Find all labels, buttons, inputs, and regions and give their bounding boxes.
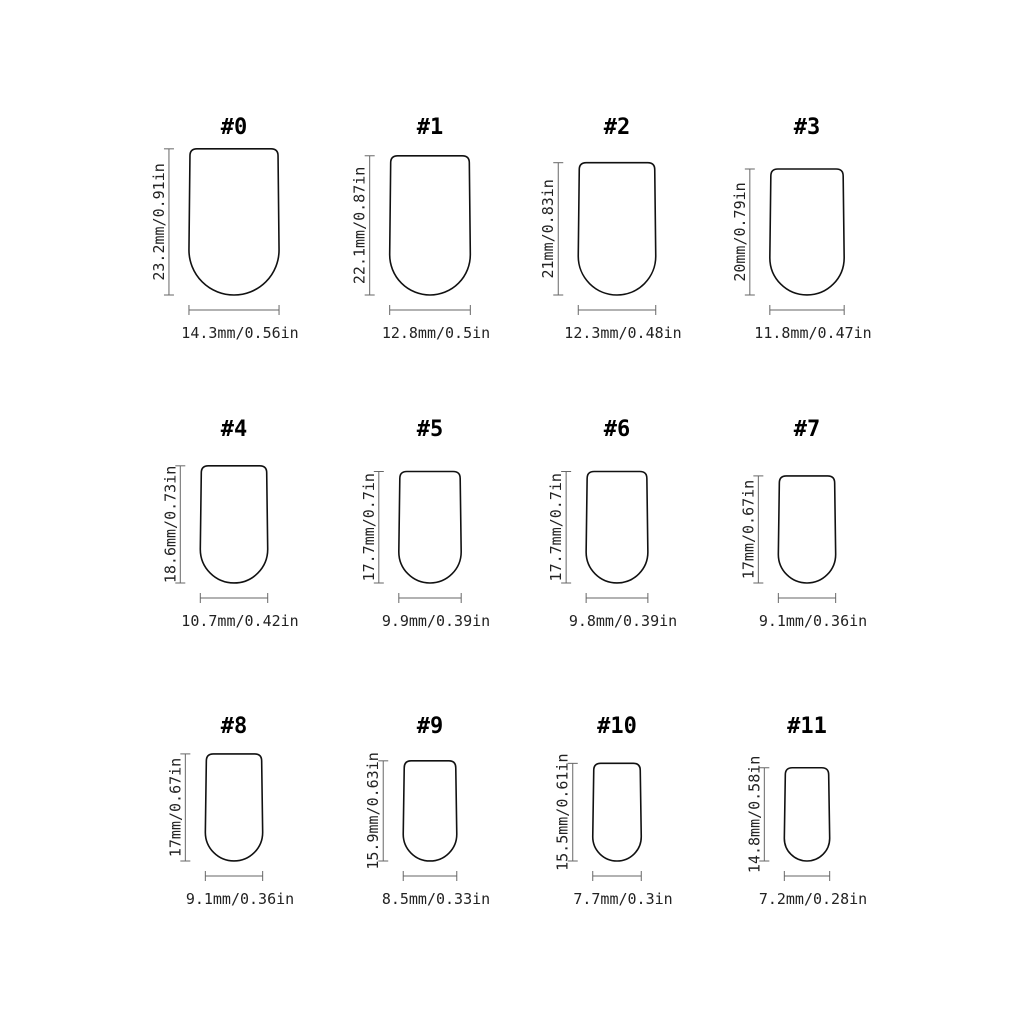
length-label: 15.9mm/0.63in [364, 752, 383, 870]
nail-outline [593, 763, 642, 861]
nail-size-5 [360, 417, 490, 630]
width-label: 11.8mm/0.47in [754, 324, 872, 342]
length-label: 17.7mm/0.7in [547, 473, 566, 582]
length-label: 18.6mm/0.73in [161, 465, 180, 584]
nail-size-0 [150, 115, 299, 342]
size-label: #5 [416, 417, 444, 442]
size-label: #4 [220, 417, 248, 442]
width-label: 10.7mm/0.42in [181, 612, 299, 630]
length-label: 14.8mm/0.58in [745, 755, 764, 874]
length-label: 22.1mm/0.87in [350, 166, 369, 285]
length-label: 21mm/0.83in [539, 179, 558, 279]
nail-outline [403, 761, 457, 861]
size-label: #10 [597, 714, 637, 739]
width-label: 8.5mm/0.33in [381, 890, 491, 908]
size-label: #6 [603, 417, 631, 442]
width-label: 7.7mm/0.3in [573, 890, 673, 908]
nail-size-7 [739, 417, 867, 630]
size-label: #7 [793, 417, 821, 442]
nail-outline [200, 466, 267, 583]
length-label: 17.7mm/0.7in [359, 473, 378, 582]
nail-size-10 [554, 714, 673, 908]
width-label: 14.3mm/0.56in [181, 324, 299, 342]
nail-size-1 [351, 115, 491, 342]
nail-outline [770, 169, 844, 295]
width-label: 9.1mm/0.36in [758, 612, 868, 630]
nail-outline [784, 768, 829, 861]
nail-outline [578, 163, 655, 295]
nail-outline [778, 476, 835, 583]
width-label: 12.3mm/0.48in [564, 324, 682, 342]
nail-size-9 [364, 714, 490, 908]
width-label: 9.1mm/0.36in [185, 890, 295, 908]
nail-outline [390, 156, 471, 295]
nail-outline [205, 754, 262, 861]
size-label: #1 [416, 115, 444, 140]
nail-size-11 [745, 714, 867, 908]
nail-size-2 [539, 115, 681, 342]
size-label: #11 [787, 714, 827, 739]
nail-size-6 [547, 417, 677, 630]
nail-outline [586, 471, 648, 582]
size-label: #9 [416, 714, 444, 739]
nail-outline [189, 149, 279, 295]
nail-outline [399, 471, 461, 583]
size-label: #0 [220, 115, 248, 140]
width-label: 9.8mm/0.39in [568, 612, 678, 630]
size-label: #2 [603, 115, 631, 140]
length-label: 15.5mm/0.61in [553, 753, 572, 871]
length-label: 17mm/0.67in [166, 757, 185, 858]
length-label: 23.2mm/0.91in [149, 163, 168, 281]
width-label: 12.8mm/0.5in [381, 324, 491, 342]
size-label: #8 [220, 714, 248, 739]
nail-size-8 [166, 714, 294, 908]
size-label: #3 [793, 115, 821, 140]
width-label: 7.2mm/0.28in [758, 890, 868, 908]
nail-size-4 [161, 417, 298, 630]
length-label: 20mm/0.79in [730, 182, 749, 282]
length-label: 17mm/0.67in [739, 479, 758, 580]
width-label: 9.9mm/0.39in [381, 612, 491, 630]
nail-size-3 [731, 115, 872, 342]
